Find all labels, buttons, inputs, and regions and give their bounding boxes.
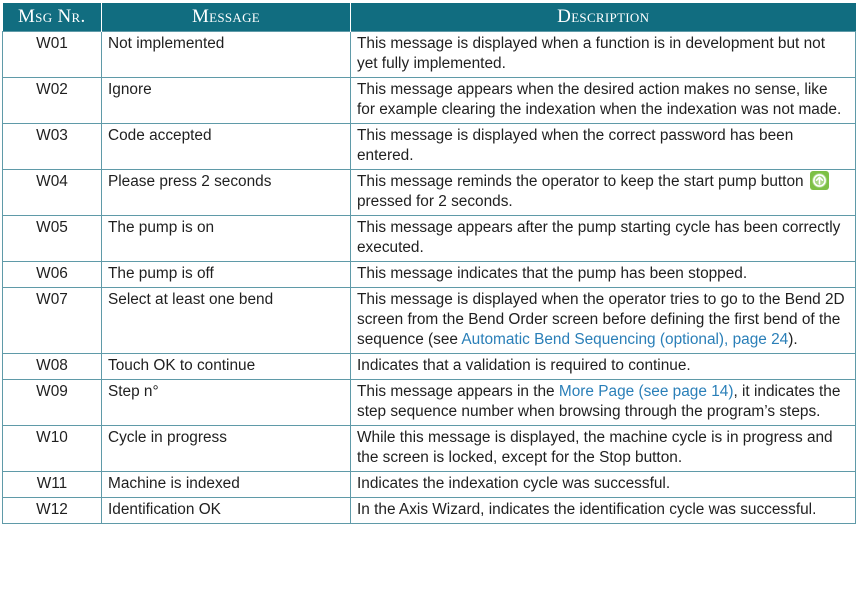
msg-code: W07 <box>3 288 102 354</box>
msg-code: W12 <box>3 498 102 524</box>
msg-text: Please press 2 seconds <box>102 170 351 216</box>
msg-description <box>351 354 856 380</box>
msg-code: W09 <box>3 380 102 426</box>
msg-code: W08 <box>3 354 102 380</box>
msg-code: W05 <box>3 216 102 262</box>
msg-code: W04 <box>3 170 102 216</box>
description-text: , it indicates the step sequence number when browsing through the program’s steps. <box>357 383 841 420</box>
msg-text: Identification OK <box>102 498 351 524</box>
start-pump-icon <box>810 171 829 190</box>
description-text: This message is displayed when the operator tries to go to the Bend 2D screen from the Bend Order screen before defining the first bend of the sequence (see <box>357 291 845 348</box>
header-message: Message <box>102 3 351 32</box>
msg-description <box>351 262 856 288</box>
bend-sequencing-link[interactable]: Automatic Bend Sequencing (optional), page 24 <box>461 331 789 348</box>
description-text: This message reminds the operator to keep the start pump button <box>357 173 804 190</box>
table-row <box>3 32 856 78</box>
description-text: While this message is displayed, the machine cycle is in progress and the screen is locked, except for the Stop button. <box>357 429 833 466</box>
msg-text: Step n° <box>102 380 351 426</box>
msg-text: Select at least one bend <box>102 288 351 354</box>
description-text: pressed for 2 seconds. <box>357 193 513 210</box>
msg-code: W06 <box>3 262 102 288</box>
msg-code: W11 <box>3 472 102 498</box>
msg-text: Not implemented <box>102 32 351 78</box>
description-text: ). <box>788 331 798 348</box>
messages-table <box>2 3 856 524</box>
table-row <box>3 498 856 524</box>
table-row <box>3 262 856 288</box>
msg-description <box>351 498 856 524</box>
description-text: This message appears when the desired action makes no sense, like for example clearing the indexation when the indexation was not made. <box>357 81 842 118</box>
msg-description <box>351 380 856 426</box>
table-header-row <box>3 3 856 32</box>
description-text: This message appears after the pump starting cycle has been correctly executed. <box>357 219 841 256</box>
description-text: This message is displayed when a function is in development but not yet fully implemented. <box>357 35 825 72</box>
table-row <box>3 380 856 426</box>
table-row <box>3 124 856 170</box>
header-msg-nr: Msg Nr. <box>3 3 102 32</box>
more-page-link[interactable]: More Page (see page 14) <box>558 383 734 400</box>
table-row <box>3 426 856 472</box>
msg-text: Cycle in progress <box>102 426 351 472</box>
description-text: This message appears in the <box>357 383 559 400</box>
msg-description <box>351 426 856 472</box>
description-text: In the Axis Wizard, indicates the identification cycle was successful. <box>357 501 817 518</box>
msg-description <box>351 124 856 170</box>
description-text: Indicates that a validation is required to continue. <box>357 357 691 374</box>
msg-code: W03 <box>3 124 102 170</box>
msg-text: Touch OK to continue <box>102 354 351 380</box>
msg-description <box>351 216 856 262</box>
description-text: Indicates the indexation cycle was successful. <box>357 475 671 492</box>
msg-description <box>351 78 856 124</box>
description-text: This message indicates that the pump has been stopped. <box>357 265 748 282</box>
description-text: This message is displayed when the correct password has been entered. <box>357 127 794 164</box>
msg-text: The pump is on <box>102 216 351 262</box>
table-row <box>3 78 856 124</box>
msg-code: W01 <box>3 32 102 78</box>
table-row <box>3 170 856 216</box>
msg-text: Machine is indexed <box>102 472 351 498</box>
table-row <box>3 354 856 380</box>
msg-code: W10 <box>3 426 102 472</box>
msg-text: Ignore <box>102 78 351 124</box>
table-row <box>3 472 856 498</box>
msg-code: W02 <box>3 78 102 124</box>
msg-text: Code accepted <box>102 124 351 170</box>
table-row <box>3 288 856 354</box>
msg-description <box>351 32 856 78</box>
msg-description <box>351 170 856 216</box>
msg-description <box>351 472 856 498</box>
header-description: Description <box>351 3 856 32</box>
msg-text: The pump is off <box>102 262 351 288</box>
table-row <box>3 216 856 262</box>
msg-description <box>351 288 856 354</box>
